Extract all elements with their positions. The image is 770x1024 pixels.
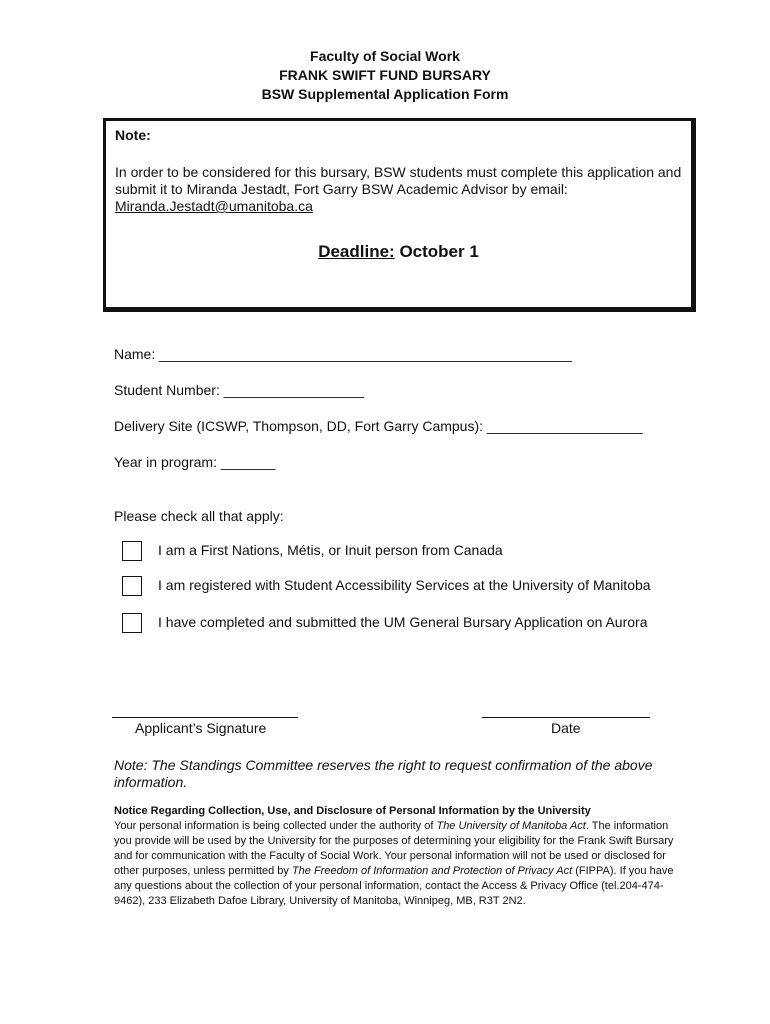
- checklist-intro: Please check all that apply:: [114, 508, 284, 524]
- year-in-program-field[interactable]: Year in program: _______: [114, 454, 276, 470]
- notice-act-name: The University of Manitoba Act: [436, 820, 586, 832]
- date-line[interactable]: [482, 717, 650, 718]
- name-field[interactable]: Name: _____________________________________________________: [114, 346, 572, 362]
- notice-text: Your personal information is being collected under the authority of: [114, 820, 437, 832]
- applicant-signature-line[interactable]: [112, 717, 298, 718]
- note-box: [103, 118, 696, 312]
- checklist-item-label: I am a First Nations, Métis, or Inuit person from Canada: [158, 542, 503, 558]
- privacy-notice: [114, 804, 674, 909]
- faculty-title: Faculty of Social Work: [310, 48, 460, 64]
- date-label: Date: [551, 720, 581, 736]
- bursary-title: FRANK SWIFT FUND BURSARY: [279, 67, 491, 83]
- notice-act-name: The Freedom of Information and Protection of Privacy Act: [291, 865, 573, 877]
- note-label: Note:: [115, 127, 151, 143]
- applicant-signature-label: Applicant’s Signature: [135, 720, 267, 736]
- form-title: BSW Supplemental Application Form: [261, 86, 509, 102]
- note-text: [115, 164, 691, 215]
- student-number-field[interactable]: Student Number: __________________: [114, 382, 364, 398]
- standings-note: Note: The Standings Committee reserves the right to request confirmation of the above information.: [114, 757, 653, 790]
- general-bursary-checkbox[interactable]: [122, 613, 142, 633]
- form-header: [0, 47, 770, 104]
- delivery-site-field[interactable]: Delivery Site (ICSWP, Thompson, DD, Fort Garry Campus): ____________________: [114, 418, 643, 434]
- deadline-label: Deadline:: [318, 242, 395, 261]
- note-body: In order to be considered for this bursary, BSW students must complete this application and submit it to Miranda Jestadt, Fort Garry BSW Academic Advisor by email:: [115, 164, 682, 197]
- privacy-notice-title: Notice Regarding Collection, Use, and Disclosure of Personal Information by the University: [114, 805, 591, 817]
- accessibility-services-checkbox[interactable]: [122, 576, 142, 596]
- advisor-email-link[interactable]: Miranda.Jestadt@umanitoba.ca: [115, 198, 313, 214]
- notice-text: . The information you provide will be used by the University for the purposes of determining your eligibility for the Frank Swift Bursary and for communication with the Faculty of Social Work. Your personal information will not be used or disclosed for other purposes, unless permitted by: [114, 820, 674, 877]
- deadline: [106, 243, 691, 260]
- checklist-item-label: I am registered with Student Accessibility Services at the University of Manitoba: [158, 577, 651, 593]
- first-nations-checkbox[interactable]: [122, 541, 142, 561]
- notice-text: (FIPPA). If you have any questions about the collection of your personal information, contact the Access & Privacy Office (tel.204-474-9462), 233 Elizabeth Dafoe Library, University of Manitoba, Winnipeg, MB, R3T 2N2.: [114, 865, 674, 907]
- checklist-item-label: I have completed and submitted the UM General Bursary Application on Aurora: [158, 614, 648, 630]
- privacy-notice-body: [114, 819, 674, 909]
- deadline-value: October 1: [394, 242, 479, 261]
